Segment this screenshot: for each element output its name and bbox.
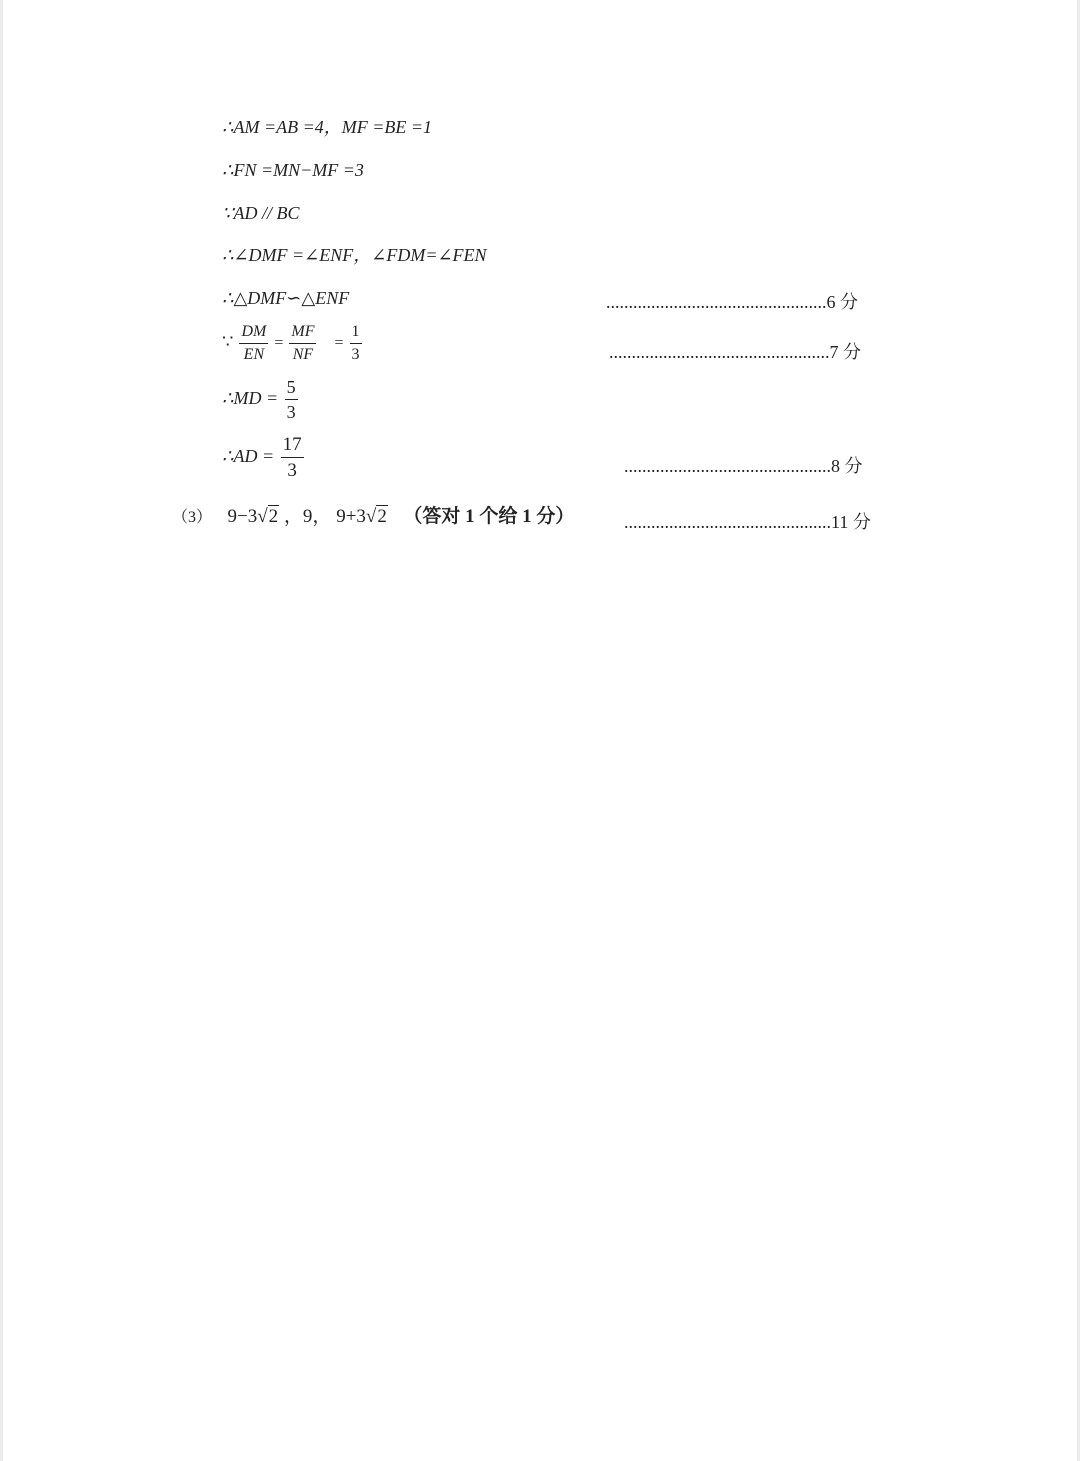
because-symbol: ∵ — [222, 331, 234, 352]
fraction-bar — [281, 457, 304, 458]
score-11-text: ..............................................11 分 — [624, 512, 871, 532]
equals-sign: = — [274, 334, 284, 352]
fraction-mf-nf — [289, 324, 316, 364]
sqrt-radicand: 2 — [268, 506, 279, 527]
fraction-numerator: 17 — [282, 434, 302, 455]
part-3-answer — [172, 507, 574, 526]
fraction-seventeen-thirds — [281, 435, 304, 481]
sqrt-icon: √2 — [257, 506, 279, 527]
fraction-denominator: EN — [243, 345, 265, 363]
proof-line-7-prefix: ∴MD = — [222, 388, 279, 409]
proof-line-5-text: ∴△DMF∽△ENF — [222, 288, 350, 308]
proof-line-2 — [222, 161, 364, 179]
part-3-label: （3） — [172, 509, 213, 526]
fraction-numerator: DM — [241, 323, 267, 340]
proof-line-1 — [222, 118, 432, 136]
score-7-text: .................................................7 分 — [609, 342, 861, 362]
score-8 — [624, 452, 863, 478]
fraction-bar — [289, 343, 316, 344]
proof-line-2-text: ∴FN =MN−MF =3 — [222, 160, 364, 180]
score-11 — [624, 508, 871, 534]
fraction-denominator: 3 — [287, 459, 297, 481]
proof-line-3-text: ∵AD // BC — [222, 203, 300, 223]
score-6-text: .................................................6 分 — [606, 292, 858, 312]
proof-line-1-text: ∴AM =AB =4，MF =BE =1 — [222, 117, 432, 137]
page-left-edge — [0, 0, 3, 1461]
proof-line-4-text: ∴∠DMF =∠ENF，∠FDM=∠FEN — [222, 245, 487, 265]
sqrt-icon: √2 — [365, 506, 387, 527]
proof-line-8-prefix: ∴AD = — [222, 446, 275, 467]
sqrt-radicand: 2 — [377, 506, 387, 527]
fraction-dm-en — [239, 324, 268, 364]
score-6 — [606, 288, 858, 314]
score-8-text: ..............................................8 分 — [624, 456, 863, 476]
grading-note: （答对 1 个给 1 分） — [403, 506, 575, 527]
proof-line-3 — [222, 204, 299, 222]
fraction-one-third — [350, 324, 362, 364]
fraction-numerator: 5 — [286, 377, 296, 397]
score-7 — [609, 338, 861, 364]
proof-line-8 — [222, 435, 306, 481]
fraction-denominator: 3 — [351, 345, 360, 363]
proof-line-4 — [222, 246, 487, 264]
fraction-bar — [285, 399, 298, 400]
fraction-numerator: 1 — [351, 323, 360, 340]
answer-3-prefix: 9+3 — [336, 506, 366, 527]
proof-line-6 — [222, 324, 364, 364]
answer-separator: ，9， — [283, 506, 332, 527]
fraction-numerator: MF — [291, 323, 315, 340]
fraction-bar — [350, 343, 362, 344]
fraction-five-thirds — [285, 378, 298, 422]
fraction-denominator: NF — [292, 345, 314, 363]
proof-line-7 — [222, 378, 300, 422]
answer-1-prefix: 9−3 — [227, 506, 258, 527]
fraction-denominator: 3 — [286, 401, 296, 422]
equals-sign: = — [334, 334, 344, 352]
proof-line-5 — [222, 289, 349, 307]
fraction-bar — [239, 343, 268, 344]
